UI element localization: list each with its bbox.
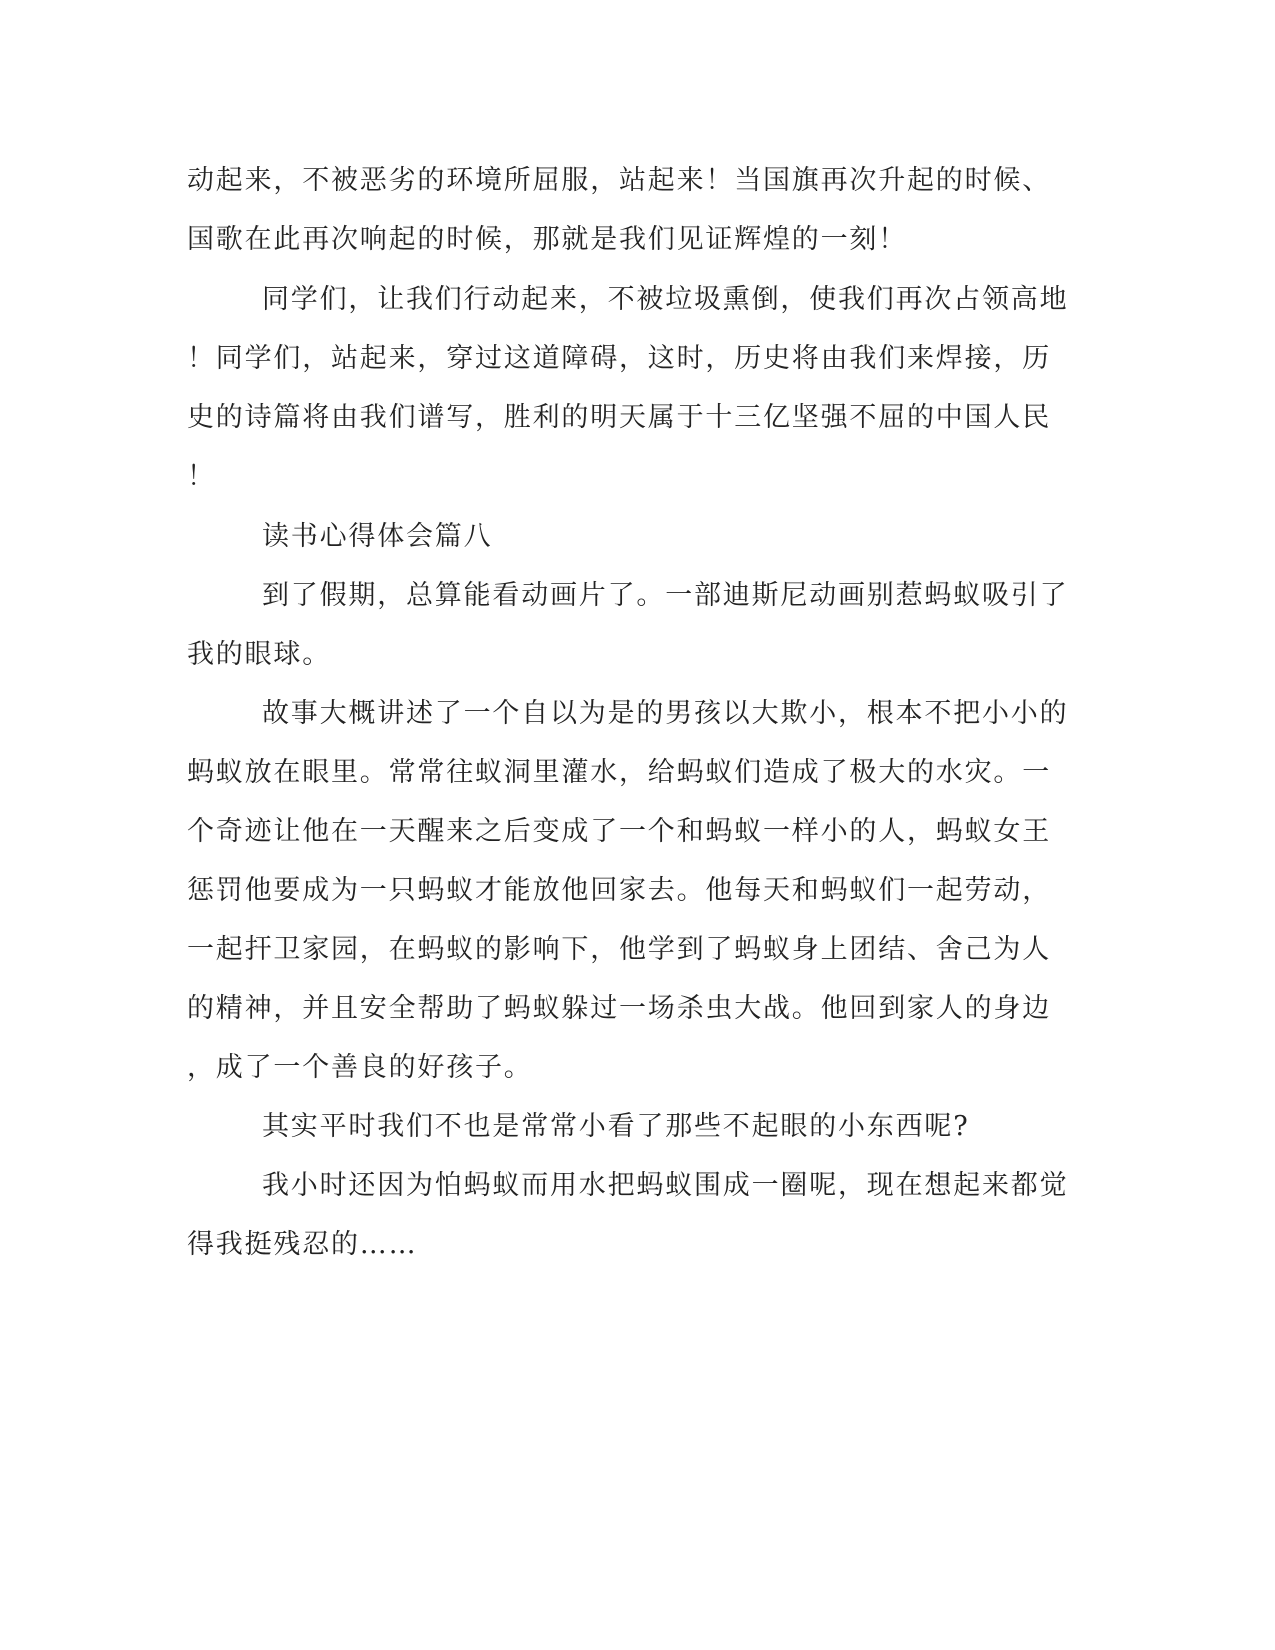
text-line: 得我挺残忍的…… [187, 1229, 418, 1260]
text-line: 一起扞卫家园，在蚂蚁的影响下，他学到了蚂蚁身上团结、舍己为人 [187, 934, 1051, 965]
text-line: 动起来，不被恶劣的环境所屈服，站起来！当国旗再次升起的时候、 [187, 165, 1051, 196]
text-line: 史的诗篇将由我们谱写，胜利的明天属于十三亿坚强不屈的中国人民 [187, 402, 1051, 433]
text-line: ！同学们，站起来，穿过这道障碍，这时，历史将由我们来焊接，历 [187, 343, 1051, 374]
text-line: ，成了一个善良的好孩子。 [187, 1052, 533, 1083]
paragraph-start: 我小时还因为怕蚂蚁而用水把蚂蚁围成一圈呢，现在想起来都觉 [262, 1170, 1069, 1201]
text-line: 国歌在此再次响起的时候，那就是我们见证辉煌的一刻！ [187, 224, 907, 255]
text-line: 我的眼球。 [187, 639, 331, 670]
paragraph-start: 故事大概讲述了一个自以为是的男孩以大欺小，根本不把小小的 [262, 698, 1069, 729]
section-heading: 读书心得体会篇八 [262, 521, 493, 552]
paragraph-start: 同学们，让我们行动起来，不被垃圾熏倒，使我们再次占领高地 [262, 284, 1069, 315]
text-line: ！ [187, 461, 216, 492]
text-line: 的精神，并且安全帮助了蚂蚁躲过一场杀虫大战。他回到家人的身边 [187, 993, 1051, 1024]
paragraph-start: 到了假期，总算能看动画片了。一部迪斯尼动画别惹蚂蚁吸引了 [262, 580, 1069, 611]
paragraph-start: 其实平时我们不也是常常小看了那些不起眼的小东西呢? [262, 1111, 970, 1142]
text-line: 蚂蚁放在眼里。常常往蚁洞里灌水，给蚂蚁们造成了极大的水灾。一 [187, 757, 1051, 788]
text-line: 个奇迹让他在一天醒来之后变成了一个和蚂蚁一样小的人，蚂蚁女王 [187, 816, 1051, 847]
text-line: 惩罚他要成为一只蚂蚁才能放他回家去。他每天和蚂蚁们一起劳动， [187, 875, 1051, 906]
